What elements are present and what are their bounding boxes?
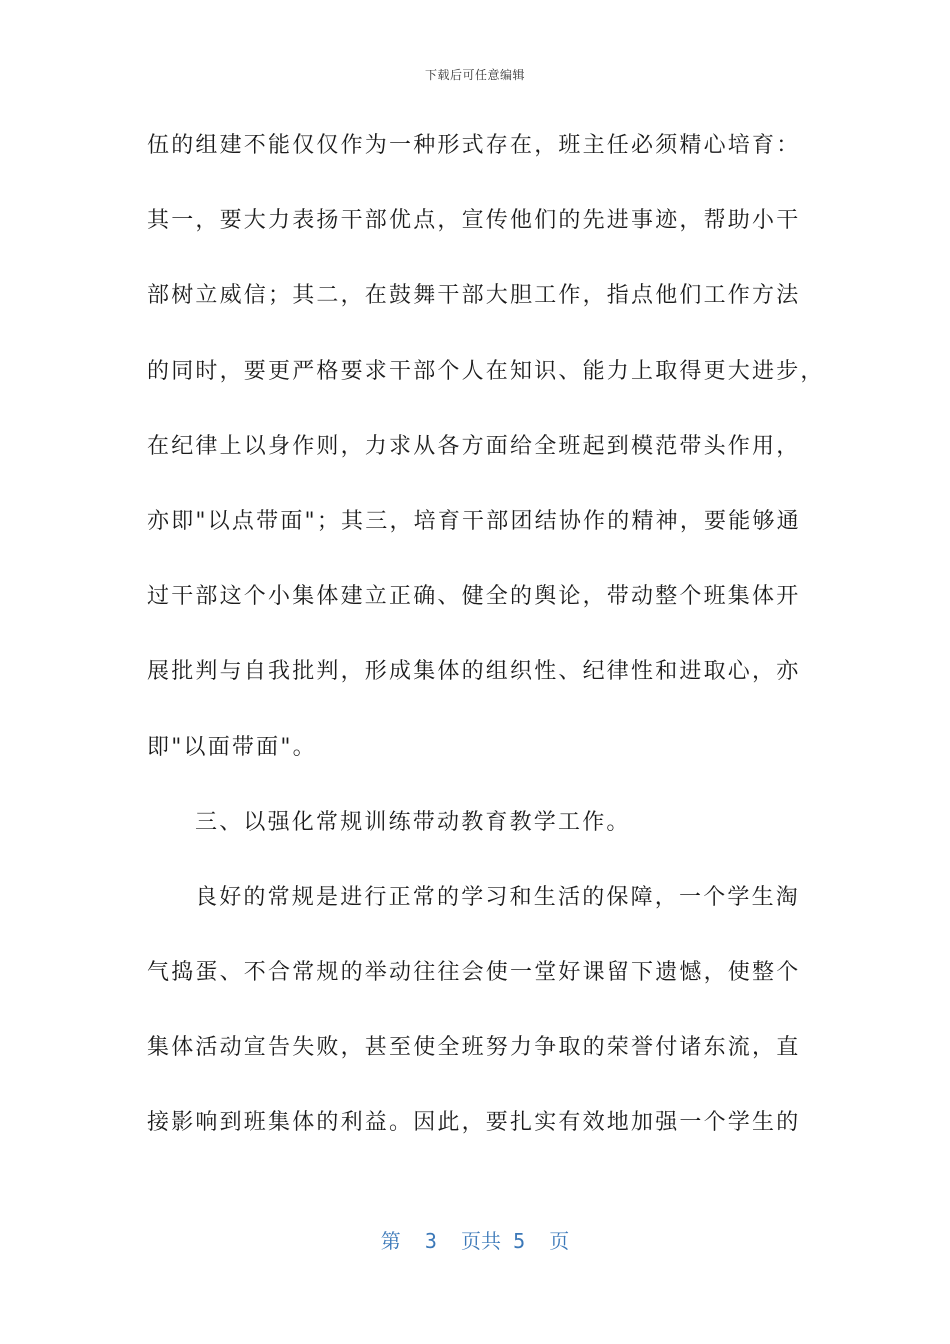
header-note: 下载后可任意编辑 [424, 68, 525, 82]
text-line: 气捣蛋、不合常规的举动往往会使一堂好课留下遗憾，使整个 [147, 960, 801, 986]
text-line: 其一，要大力表扬干部优点，宣传他们的先进事迹，帮助小干 [147, 208, 801, 234]
page-suffix: 页 [549, 1229, 570, 1253]
total-pages-number: 5 [513, 1229, 526, 1253]
text-line: 过干部这个小集体建立正确、健全的舆论，带动整个班集体开 [147, 584, 801, 610]
page-prefix: 第 [380, 1229, 401, 1253]
text-line: 即"以面带面"。 [147, 734, 317, 760]
page-footer [0, 1225, 950, 1254]
paragraph-first-line: 良好的常规是进行正常的学习和生活的保障，一个学生淘 [195, 884, 801, 910]
text-line: 展批判与自我批判，形成集体的组织性、纪律性和进取心，亦 [147, 659, 801, 685]
page-middle: 页共 [461, 1229, 502, 1253]
text-line: 接影响到班集体的利益。因此，要扎实有效地加强一个学生的 [147, 1110, 801, 1136]
text-line: 集体活动宣告失败，甚至使全班努力争取的荣誉付诸东流，直 [147, 1035, 801, 1061]
text-line: 在纪律上以身作则，力求从各方面给全班起到模范带头作用， [147, 433, 801, 459]
text-line: 亦即"以点带面"；其三，培育干部团结协作的精神，要能够通 [147, 508, 801, 534]
text-line: 伍的组建不能仅仅作为一种形式存在，班主任必须精心培育： [147, 133, 801, 158]
text-line: 的同时，要更严格要求干部个人在知识、能力上取得更大进步， [147, 358, 825, 384]
text-line: 部树立威信；其二，在鼓舞干部大胆工作，指点他们工作方法 [147, 283, 801, 309]
document-body [147, 126, 825, 1179]
current-page-number: 3 [424, 1229, 437, 1253]
section-heading: 三、以强化常规训练带动教育教学工作。 [195, 809, 631, 835]
